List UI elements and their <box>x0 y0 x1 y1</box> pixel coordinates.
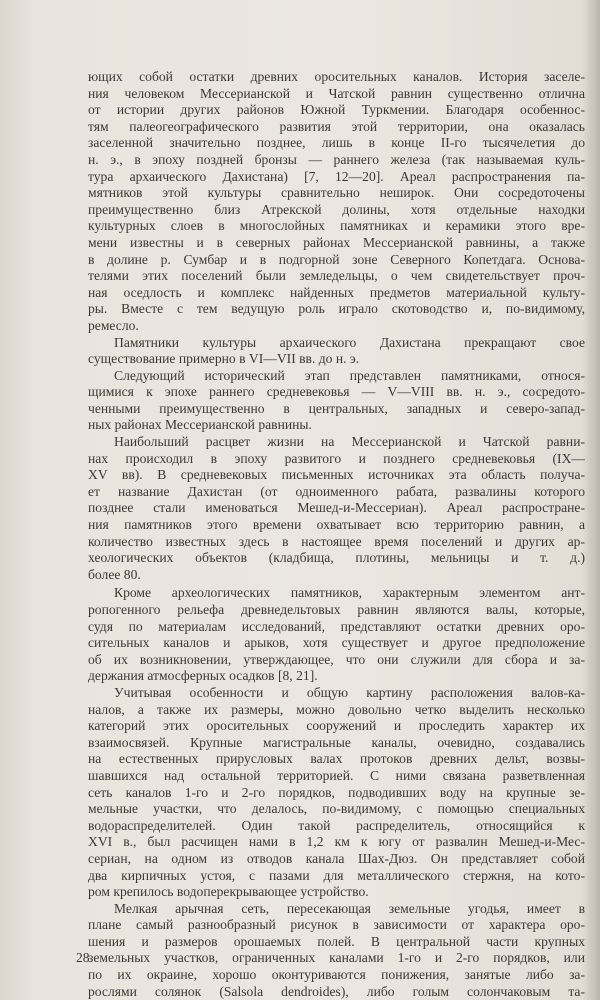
text-line: ченными преимущественно в центральных, западных и северо-запад- <box>88 400 585 416</box>
text-line: Наибольший расцвет жизни на Мессерианской и Чатской равни- <box>114 434 585 450</box>
text-line: ет название Дахистан (от одноименного рабата, развалины которого <box>88 483 585 499</box>
text-line: ная оседлость и комплекс найденных предметов материальной культу- <box>88 284 585 300</box>
text-line: мени известны и в северных районах Мессерианской равнины, а также <box>88 234 585 250</box>
text-line: судя по материалам исследований, представляют остатки древних оро- <box>88 618 585 634</box>
text-line: сериан, на одном из отводов канала Шах-Дюз. Он представляет собой <box>88 850 585 866</box>
text-line: шавшихся над остальной территорией. С ними связана разветвленная <box>88 767 585 783</box>
text-line: более 80. <box>88 566 141 582</box>
text-line: об их возникновении, утверждающее, что они служили для сбора и за- <box>88 651 585 667</box>
text-line: категорий этих оросительных сооружений и проследить характер их <box>88 718 585 734</box>
text-line: преимущественно близ Атрекской долины, хотя отдельные находки <box>88 201 585 217</box>
paragraph <box>88 685 585 901</box>
page-number: 28 <box>76 950 90 965</box>
paragraph <box>88 69 585 335</box>
text-line: Памятники культуры архаического Дахистана прекращают свое <box>114 334 585 350</box>
paragraph <box>88 434 585 583</box>
text-line: мельные участки, что делалось, по-видимому, с помощью специальных <box>88 801 585 817</box>
text-line: щимися к эпохе раннего средневековья — V—VIII вв. н. э., сосредото- <box>88 384 585 400</box>
text-line: взаимосвязей. Крупные магистральные каналы, очевидно, создавались <box>88 734 585 750</box>
text-line: держания атмосферных осадков [8, 21]. <box>88 668 318 684</box>
text-line: нах происходил в эпоху развитого и позднего средневековья (IX— <box>88 450 585 466</box>
text-line: Мелкая арычная сеть, пересекающая земельные угодья, имеет в <box>114 900 585 916</box>
text-line: рослями солянок (Salsola dendroides), либо голым солончаковым та- <box>88 983 585 999</box>
text-line: Кроме археологических памятников, характерным элементом ант- <box>114 585 585 601</box>
text-line: земельных участков, ограниченных каналами 1-го и 2-го порядков, или <box>88 950 585 966</box>
text-line: тура архаического Дахистана) [7, 12—20]. Ареал распространения па- <box>88 168 585 184</box>
body-text <box>88 69 585 1000</box>
text-line: налов, а также их размеры, можно довольно четко выделить несколько <box>88 701 585 717</box>
text-line: позднее стали именоваться Мешед-и-Мессериан). Ареал распростране- <box>88 500 585 516</box>
text-line: шения и размеров орошаемых полей. В центральной части крупных <box>88 933 585 949</box>
text-line: ния человеком Мессерианской и Чатской равнин существенно отлична <box>88 85 585 101</box>
text-line: XVI в., был расчищен нами в 1,2 км к югу от развалин Мешед-и-Мес- <box>88 834 585 850</box>
text-line: ния памятников этого времени охватывает всю территорию равнин, а <box>88 517 585 533</box>
text-line: культурных слоев в многослойных памятниках и керамики этого вре- <box>88 218 585 234</box>
text-line: телями этих поселений были земледельцы, о чем свидетельствует проч- <box>88 268 585 284</box>
paragraph <box>88 368 585 434</box>
text-line: по их окраине, хорошо оконтуриваются понижения, занятые либо за- <box>88 967 585 983</box>
text-line: мятников этой культуры сравнительно неширок. Они сосредоточены <box>88 185 585 201</box>
text-line: хеологических объектов (кладбища, плотины, мельницы и т. д.) <box>88 550 585 566</box>
text-line: сеть каналов 1-го и 2-го порядков, подводивших воду на крупные зе- <box>88 784 585 800</box>
text-line: ющих собой остатки древних оросительных каналов. История заселе- <box>88 69 585 84</box>
text-line: н. э., в эпоху поздней бронзы — раннего железа (так называемая куль- <box>88 151 585 167</box>
text-line: XV вв). В средневековых письменных источниках эта область получа- <box>88 467 585 483</box>
text-line: ром крепилось водоперекрывающее устройство. <box>88 884 369 900</box>
text-line: на естественных прирусловых валах протоков древних дельт, возвы- <box>88 751 585 767</box>
paragraph <box>88 335 585 368</box>
text-line: два кирпичных устоя, с пазами для металлического стержня, на кото- <box>88 867 585 883</box>
text-line: заселенной значительно позднее, лишь в конце II-го тысячелетия до <box>88 135 585 151</box>
text-line: в долине р. Сумбар и в подгорной зоне Северного Копетдага. Основа- <box>88 251 585 267</box>
text-line: водораспределителей. Один такой распределитель, относящийся к <box>88 817 585 833</box>
text-line: сительных каналов и арыков, хотя существует и другое предположение <box>88 635 585 651</box>
text-line: ропогенного рельефа древнедельтовых равнин являются валы, которые, <box>88 602 585 617</box>
text-line: тям палеогеографического развития этой территории, она оказалась <box>88 118 585 134</box>
text-line: существование примерно в VI—VII вв. до н. э. <box>88 351 360 367</box>
text-line: ры. Вместе с тем ведущую роль играло скотоводство и, по-видимому, <box>88 301 585 317</box>
text-line: от истории других районов Южной Туркмении. Благодаря особеннос- <box>88 102 585 118</box>
text-line: количество известных здесь в настоящее время поселений и других ар- <box>88 533 585 549</box>
text-line: ных районах Мессерианской равнины. <box>88 417 312 433</box>
paragraph <box>88 901 585 1000</box>
text-line: Учитывая особенности и общую картину расположения валов-ка- <box>114 684 585 700</box>
text-line: Следующий исторический этап представлен памятниками, относя- <box>114 367 585 383</box>
text-line: плане самый разнообразный рисунок в зависимости от характера оро- <box>88 917 585 933</box>
text-line: ремесло. <box>88 317 139 333</box>
paragraph <box>88 585 585 685</box>
